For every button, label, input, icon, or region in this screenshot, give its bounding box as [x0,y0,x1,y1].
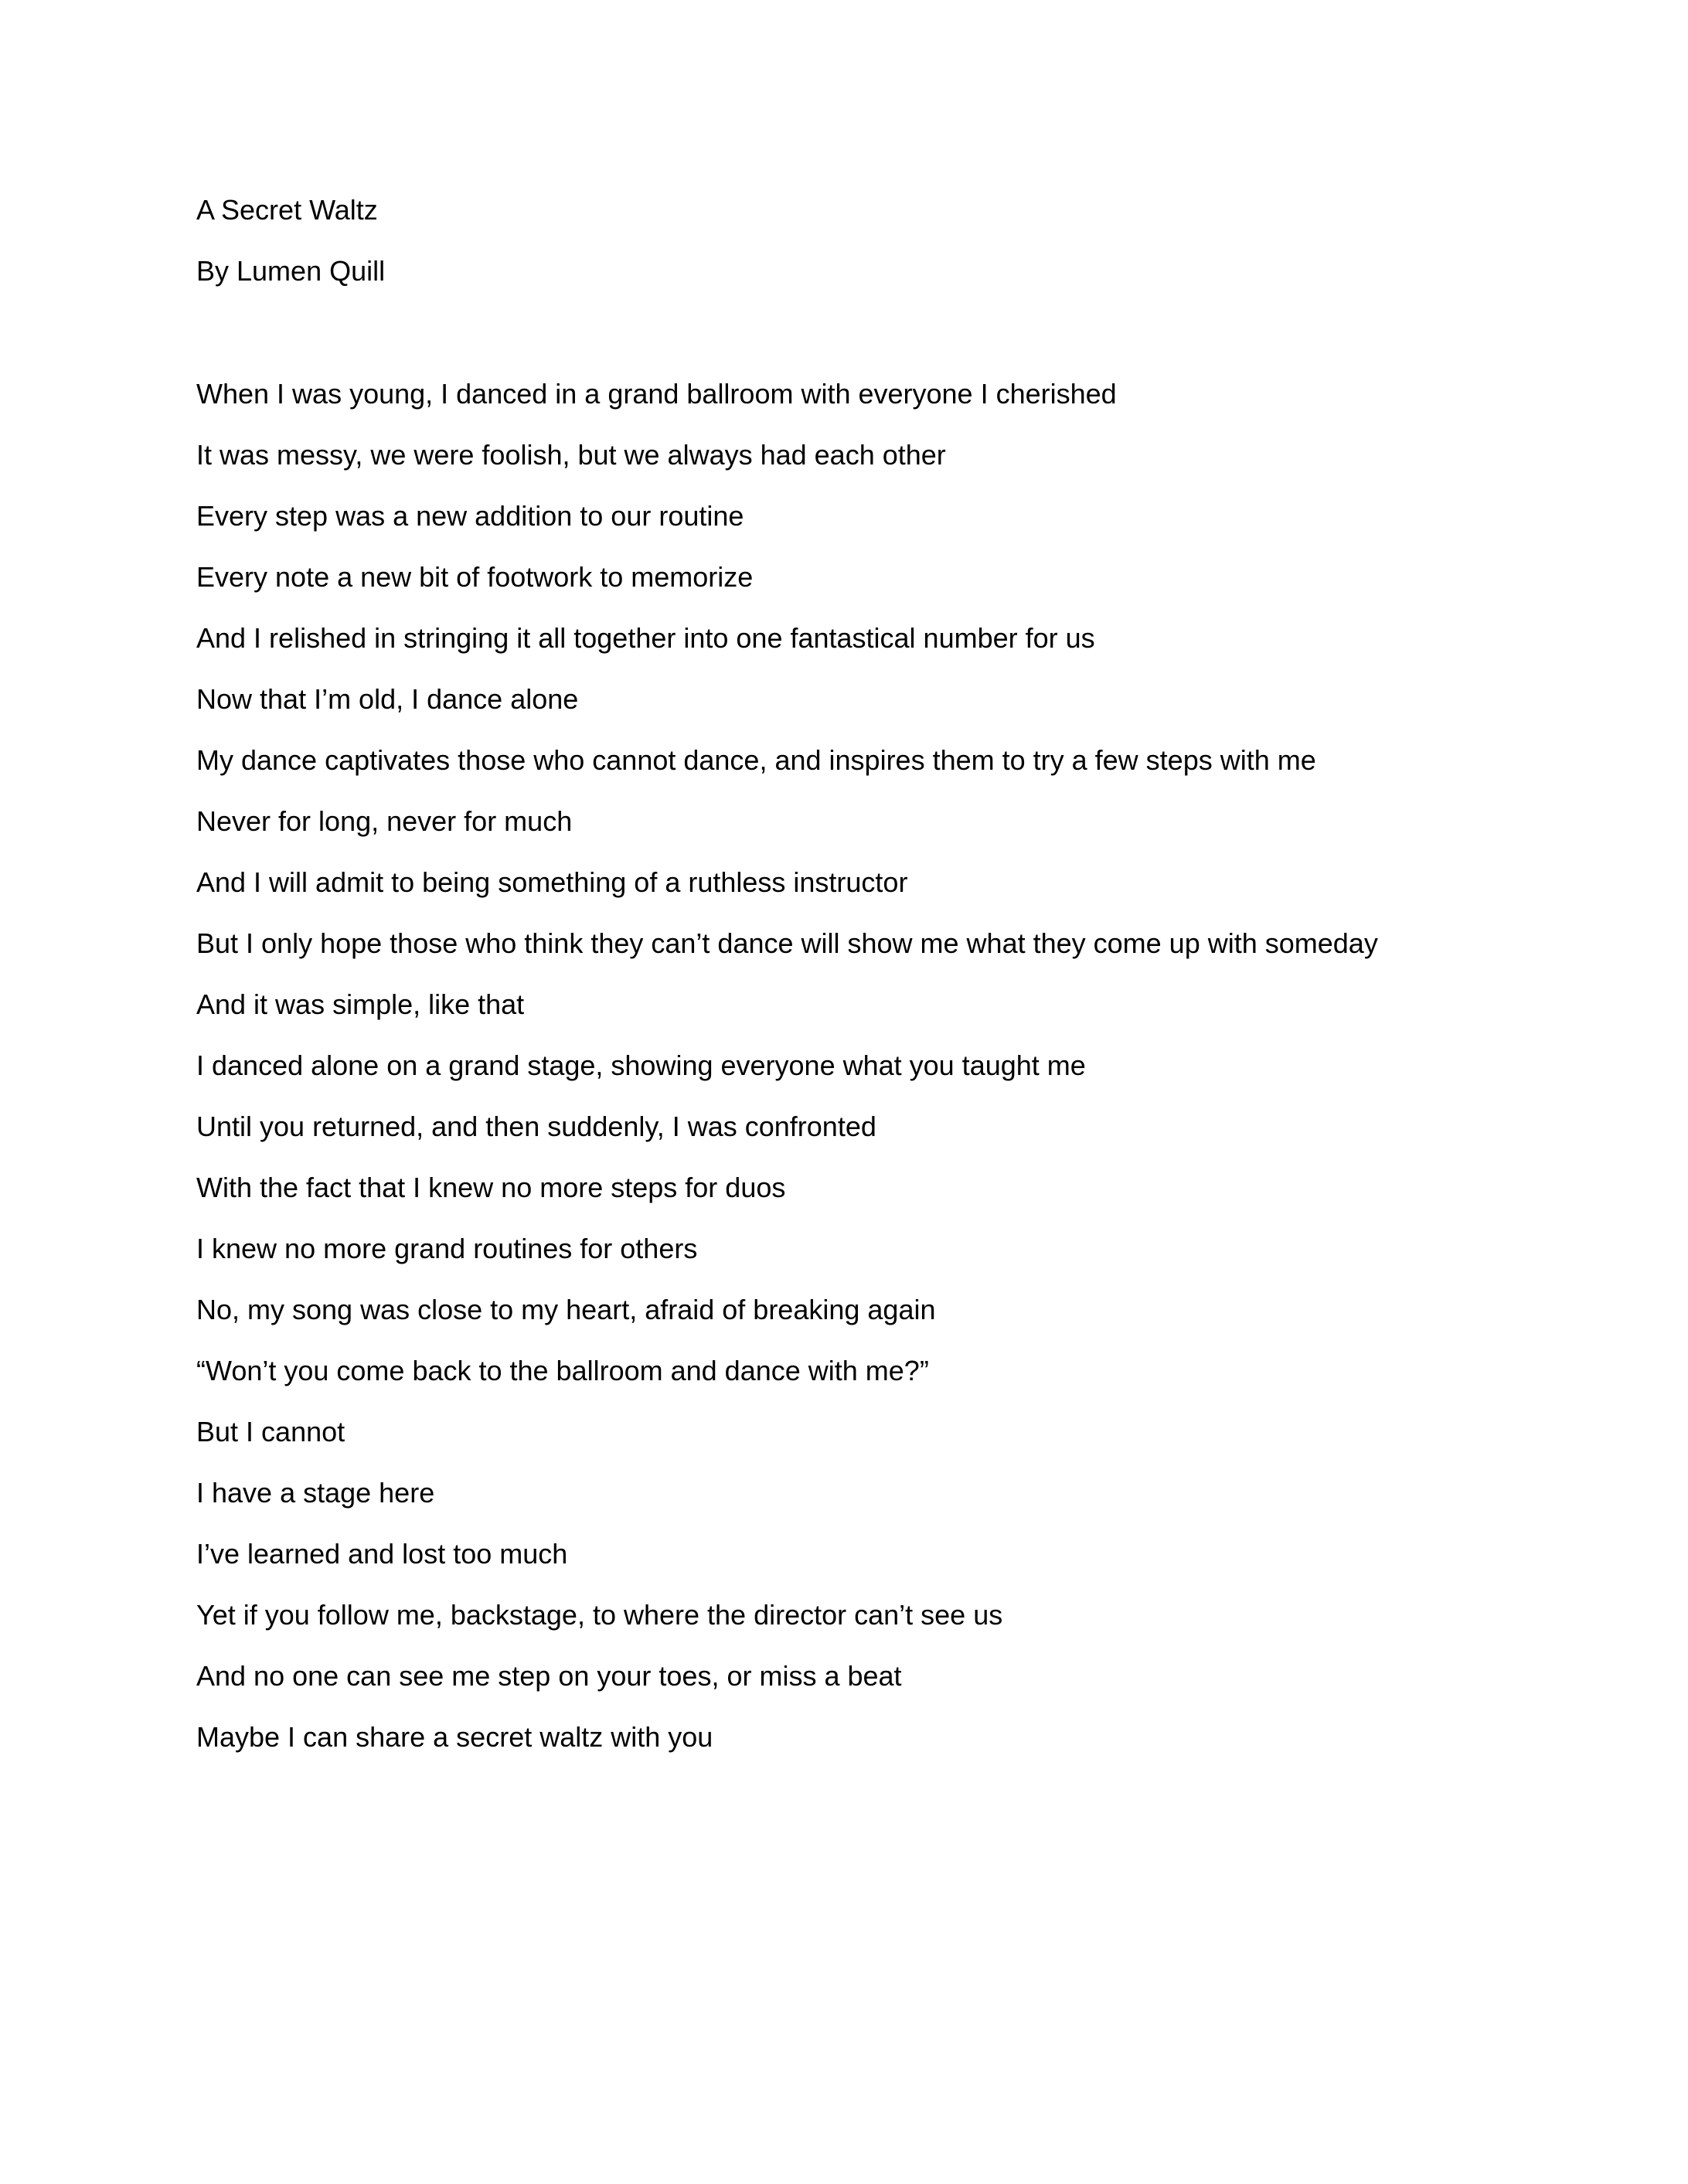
poem-line: But I cannot [196,1416,345,1447]
poem-body [196,376,1510,1756]
poem-line: With the fact that I knew no more steps for duos [196,1172,786,1203]
poem-line: I have a stage here [196,1477,435,1509]
poem-line: Every step was a new addition to our routine [196,500,744,532]
poem-line: Maybe I can share a secret waltz with you [196,1721,713,1753]
poem-line: And no one can see me step on your toes, or miss a beat [196,1660,902,1692]
poem-line: But I only hope those who think they can’t dance will show me what they come up with someday [196,927,1378,959]
poem-line: I’ve learned and lost too much [196,1538,568,1570]
poem-line: And it was simple, like that [196,988,525,1020]
poem-line: No, my song was close to my heart, afraid of breaking again [196,1294,936,1325]
poem-line: When I was young, I danced in a grand ballroom with everyone I cherished [196,378,1117,410]
poem-line: It was messy, we were foolish, but we always had each other [196,439,946,471]
poem-line: And I will admit to being something of a ruthless instructor [196,866,908,898]
poem-author: By Lumen Quill [196,255,386,287]
poem-title: A Secret Waltz [196,194,378,226]
poem-line: Now that I’m old, I dance alone [196,683,579,715]
poem-line: “Won’t you come back to the ballroom and dance with me?” [196,1355,929,1386]
poem-line: I knew no more grand routines for others [196,1233,698,1264]
poem-line: Until you returned, and then suddenly, I was confronted [196,1111,876,1142]
poem-line: And I relished in stringing it all together into one fantastical number for us [196,622,1095,654]
poem-text-block [196,192,1510,1756]
poem-line: Never for long, never for much [196,805,573,837]
poem-line: I danced alone on a grand stage, showing everyone what you taught me [196,1049,1086,1081]
poem-line: My dance captivates those who cannot dance, and inspires them to try a few steps with me [196,744,1316,776]
poem-line: Yet if you follow me, backstage, to where the director can’t see us [196,1599,1003,1631]
poem-line: Every note a new bit of footwork to memorize [196,561,754,593]
